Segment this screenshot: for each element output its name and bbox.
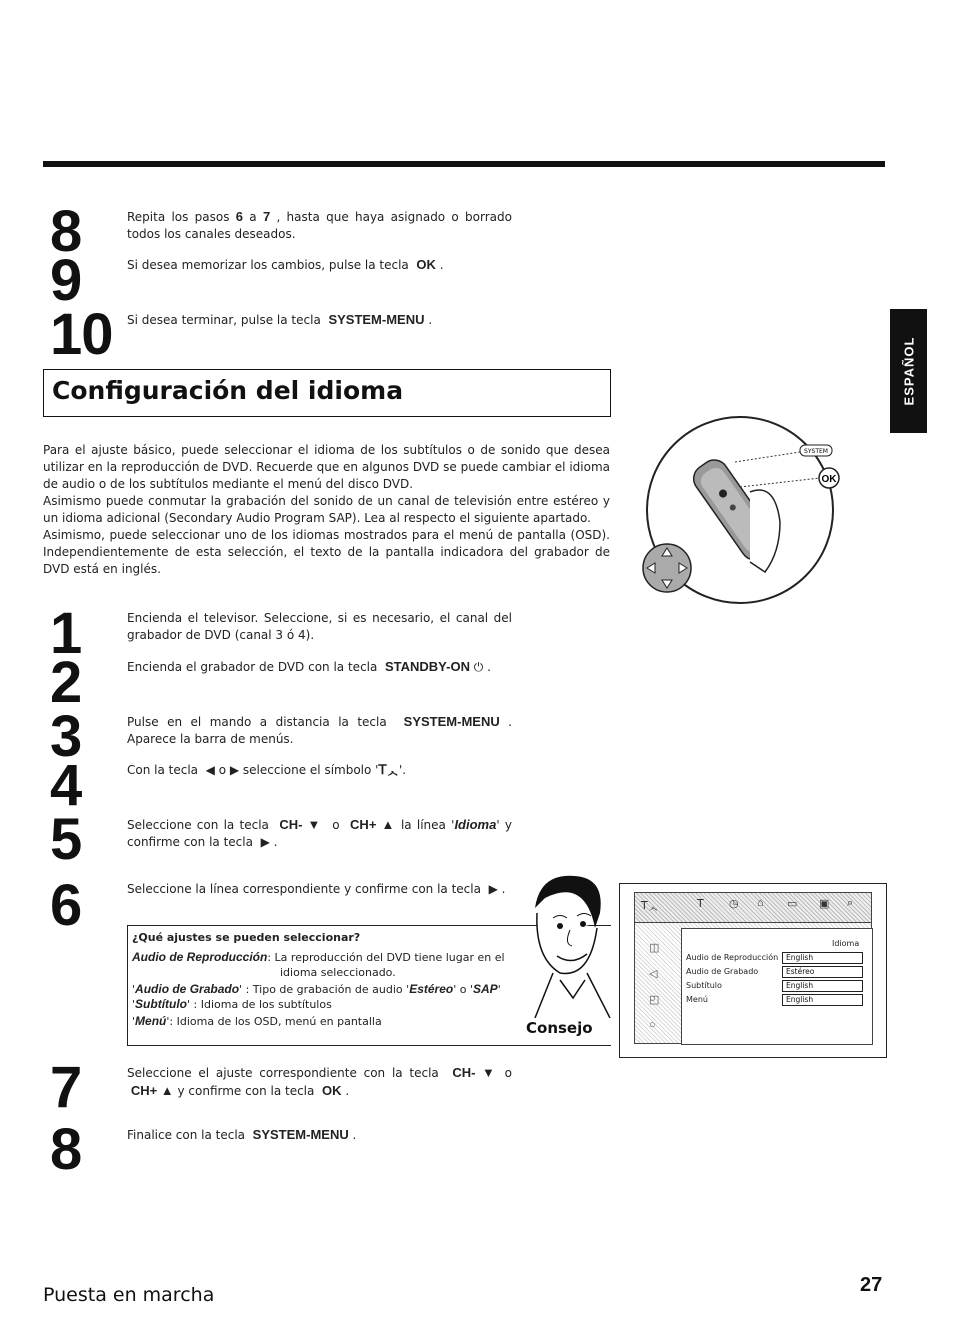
osd-row-value: English: [782, 980, 863, 992]
intro-paragraph: Para el ajuste básico, puede seleccionar el idioma de los subtítulos o de sonido que desea utilizar en la reproducción de DVD. Recuerde que en algunos DVD se puede cambiar el idioma de audio o de los subtítulos mediante el menú del disco DVD.: [43, 443, 610, 491]
section-title: Configuración del idioma: [52, 376, 404, 405]
remote-control-illustration: [640, 412, 840, 608]
step-number: 8: [50, 199, 82, 264]
header-rule: [43, 161, 885, 167]
step-text: Seleccione la línea correspondiente y confirme con la tecla ▶ .: [127, 882, 506, 896]
step-number: 8: [50, 1117, 82, 1182]
advisor-face-illustration: [515, 868, 615, 1018]
step-text: Con la tecla ◀ o ▶ seleccione el símbolo '𝖳ᆺ'.: [127, 762, 407, 777]
osd-frame: [634, 892, 872, 1044]
camera-icon: ▣: [819, 898, 830, 910]
osd-menu-bar: [635, 893, 871, 923]
step-text: Pulse en el mando a distancia la tecla SYSTEM-MENU . Aparece la barra de menús.: [127, 714, 512, 746]
antenna-icon: ⌂: [757, 897, 764, 909]
page-number: 27: [860, 1274, 883, 1296]
osd-screen-illustration: [619, 883, 887, 1058]
step-text: Si desea terminar, pulse la tecla SYSTEM-MENU .: [127, 312, 433, 327]
step-number: 9: [50, 248, 82, 313]
language-tab-label: ESPAÑOL: [901, 336, 916, 406]
step-text: Encienda el televisor. Seleccione, si es necesario, el canal del grabador de DVD (canal 3 ó 4).: [127, 611, 512, 642]
step-number: 10: [50, 302, 113, 367]
speaker-icon: ◁: [649, 968, 658, 980]
step-number: 5: [50, 807, 82, 872]
footer-section-title: Puesta en marcha: [43, 1284, 215, 1306]
step-number: 1: [50, 601, 82, 666]
osd-panel-header: Idioma: [832, 939, 860, 948]
step-text: Seleccione con la tecla CH- ▼ o CH+ ▲ la línea 'Idioma' y confirme con la tecla ▶ .: [127, 817, 512, 849]
step-number: 4: [50, 753, 82, 818]
tip-line: idioma seleccionado.: [280, 966, 396, 979]
tool-icon: 𝖳: [697, 898, 704, 910]
step-text: Finalice con la tecla SYSTEM-MENU .: [127, 1127, 357, 1142]
ok-key-label: OK: [821, 474, 837, 485]
step-text: Repita los pasos 6 a 7 , hasta que haya asignado o borrado todos los canales deseados.: [127, 209, 512, 241]
tip-line: 'Menú': Idioma de los OSD, menú en pantalla: [132, 1014, 382, 1028]
osd-row-label: Audio de Reproducción: [686, 953, 779, 962]
tip-line: 'Subtítulo' : Idioma de los subtítulos: [132, 997, 332, 1011]
intro-paragraph: Asimismo puede conmutar la grabación del sonido de un canal de televisión entre estéreo y un idioma adicional (Secondary Audio Program SAP). Lea al respecto el siguiente apartado.: [43, 494, 610, 525]
language-tab: [890, 309, 927, 433]
section-heading-box: [43, 369, 611, 417]
osd-language-panel: [681, 928, 873, 1045]
tip-line: 'Audio de Grabado' : Tipo de grabación de audio 'Estéreo' o 'SAP': [132, 982, 501, 996]
step-text: Si desea memorizar los cambios, pulse la tecla OK .: [127, 257, 444, 272]
tip-line: Audio de Reproducción: La reproducción del DVD tiene lugar en el: [132, 950, 505, 964]
step-number: 2: [50, 650, 82, 715]
search-icon: ⌕: [847, 897, 854, 909]
step-text: Encienda el grabador de DVD con la tecla STANDBY-ON ⏻ .: [127, 659, 491, 674]
clock-icon: ◷: [729, 898, 739, 910]
osd-row-label: Audio de Grabado: [686, 967, 759, 976]
language-icon: ◰: [649, 994, 660, 1006]
system-key-label: SYSTEM: [804, 448, 828, 455]
osd-row-value: Estéreo: [782, 966, 863, 978]
osd-row-value: English: [782, 994, 863, 1006]
osd-row-value: English: [782, 952, 863, 964]
step-number: 6: [50, 873, 82, 938]
settings-icon: 𝖳ᆺ: [641, 900, 659, 912]
intro-paragraph: Asimismo, puede seleccionar uno de los idiomas mostrados para el menú de pantalla (OSD). Independientemente de esta selección, el texto de la pantalla indicadora del grabador de DVD está en inglés.: [43, 528, 610, 576]
feature-icon: ○: [649, 1019, 656, 1031]
intro-text: [43, 442, 610, 578]
step-number: 3: [50, 704, 82, 769]
osd-row-label: Menú: [686, 995, 708, 1004]
tv-icon: ▭: [787, 898, 798, 910]
tip-label: Consejo: [526, 1019, 593, 1037]
step-text: Seleccione el ajuste correspondiente con la tecla CH- ▼ o CH+ ▲ y confirme con la tecla OK .: [127, 1065, 513, 1098]
step-number: 7: [50, 1055, 82, 1120]
tip-heading: ¿Qué ajustes se pueden seleccionar?: [132, 931, 361, 944]
picture-icon: ◫: [649, 942, 660, 954]
osd-row-label: Subtítulo: [686, 981, 722, 990]
